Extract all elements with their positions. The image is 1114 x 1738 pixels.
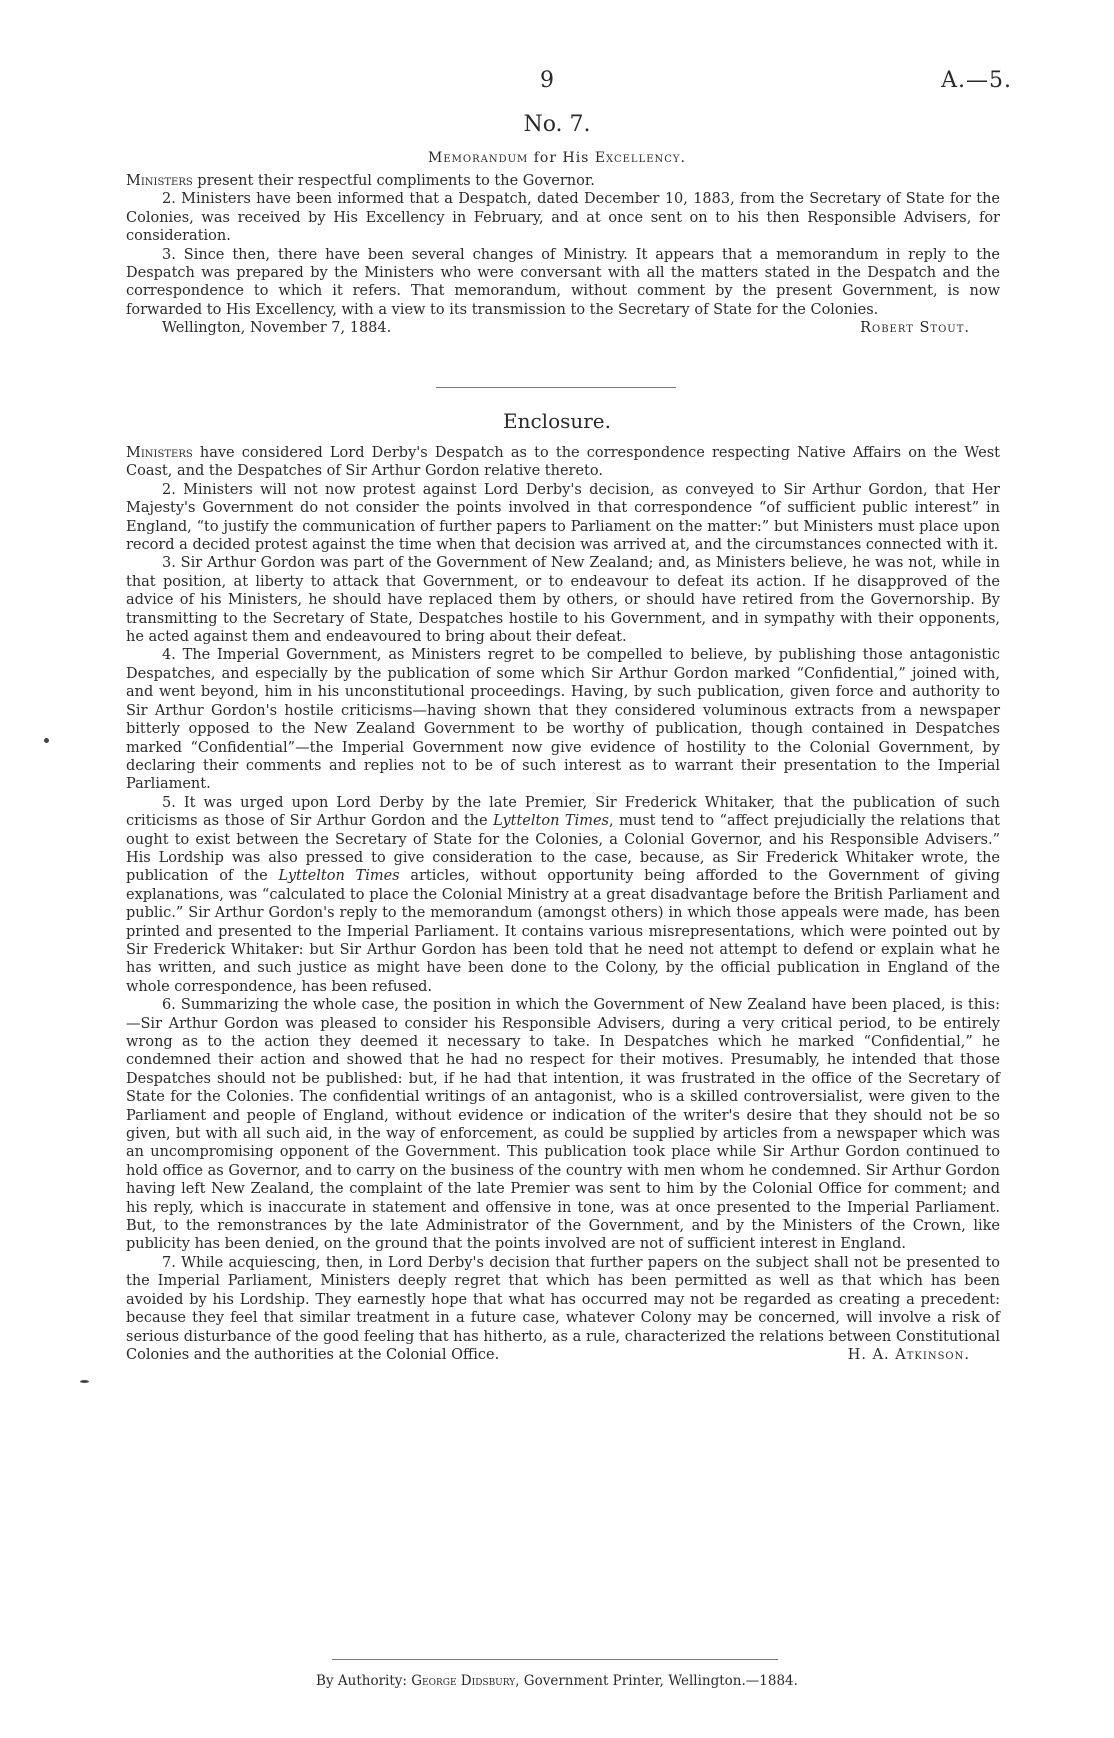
enclosure-paragraph-4: 4. The Imperial Government, as Ministers regret to be compelled to believe, by publishing those antagonistic Despatches, and especially by the publication of some which Sir Arthur Gordon marked “Confidential,” joined with, and went beyond, him in his unconstitutional proceedings. Having, by such publication, given force and authority to Sir Arthur Gordon's hostile criticisms—having shown that they considered voluminous extracts from a newspaper bitterly opposed to the New Zealand Government to be worthy of publication, though contained in Despatches marked “Confidential”—the Imperial Government now give evidence of hostility to the Colonial Government, by declaring their comments and replies not to be of such interest as to warrant their presentation to the Imperial Parliament. bbox=[126, 647, 1000, 793]
memorandum-body bbox=[126, 172, 1000, 338]
separator-rule bbox=[436, 387, 676, 388]
e5-part-c: articles, without opportunity being afforded to the Government of giving explanations, was “calculated to place the Colonial Ministry at a great disadvantage before the British Parliament and public.” Sir Arthur Gordon's reply to the memorandum (amongst others) in which those appeals were made, has been printed and presented to the Imperial Parliament. It contains various misrepresentations, which were pointed out by Sir Frederick Whitaker: but Sir Arthur Gordon has been told that he need not attempt to defend or explain what he has written, and such justice as might have been done to the Colony, by the official publication in England of the whole correspondence, has been refused. bbox=[126, 868, 1000, 995]
footer-prefix: By Authority: bbox=[316, 1673, 412, 1689]
page-number: 9 bbox=[540, 68, 554, 93]
memo-signature: Robert Stout. bbox=[860, 320, 970, 337]
memo-paragraph-1 bbox=[126, 172, 1000, 190]
page-header bbox=[0, 68, 1114, 98]
memo-title-word: Memorandum bbox=[428, 150, 529, 166]
e5-newspaper-2: Lyttelton Times bbox=[278, 868, 400, 885]
memo-title-excellency: Excellency. bbox=[594, 150, 686, 166]
enclosure-paragraph-6: 6. Summarizing the whole case, the position in which the Government of New Zealand have been placed, is this:—Sir Arthur Gordon was pleased to consider his Responsible Advisers, during a very critical period, to be entirely wrong as to the action they deemed it necessary to take. In Despatches which he marked “Confidential,” he condemned their action and showed that he had no respect for their motives. Presumably, he intended that those Despatches should not be published: but, if he had that intention, it was frustrated in the office of the Secretary of State for the Colonies. The confidential writings of an antagonist, who is a skilled controversialist, were given to the Parliament and people of England, without evidence or indication of the writer's desire that they should not be so given, but with all such aid, in the way of enforcement, as could be supplied by articles from a newspaper which was an uncompromising opponent of the Government. This publication took place while Sir Arthur Gordon continued to hold office as Governor, and to carry on the business of the country with men whom he condemned. Sir Arthur Gordon having left New Zealand, the complaint of the late Premier was sent to him by the Colonial Office for comment; and his reply, which is inaccurate in statement and offensive in tone, was at once presented to the Imperial Parliament. But, to the remonstrances by the late Administrator of the Government, and by the Ministers of the Crown, like publicity has been denied, on the ground that the points involved are not of sufficient interest in England. bbox=[126, 997, 1000, 1253]
memo-p3-text: 3. Since then, there have been several changes of Ministry. It appears that a memorandum in reply to the Despatch was prepared by the Ministers who were conversant with all the matters stated in the Despatch and the correspondence to which it refers. That memorandum, without comment by the present Government, is now forwarded to His Excellency, with a view to its transmission to the Secretary of State for the Colonies. bbox=[126, 246, 1000, 318]
memo-title-middle: for His bbox=[528, 150, 595, 166]
enclosure-lead-word: Ministers bbox=[126, 445, 193, 461]
enclosure-body bbox=[126, 444, 1000, 1364]
margin-speck bbox=[44, 738, 49, 743]
margin-mark bbox=[80, 1380, 89, 1383]
document-reference: A.—5. bbox=[941, 68, 1012, 93]
e5-part-a: 5. It was urged upon Lord Derby by the late Premier, Sir Frederick Whitaker, that the publication of such criticisms as those of Sir Arthur Gordon and the bbox=[126, 794, 1000, 830]
enclosure-paragraph-1 bbox=[126, 444, 1000, 481]
enclosure-signature: H. A. Atkinson. bbox=[847, 1346, 970, 1363]
footer-suffix: , Government Printer, Wellington.—1884. bbox=[515, 1673, 798, 1689]
printer-footer bbox=[0, 1673, 1114, 1689]
enclosure-paragraph-2: 2. Ministers will not now protest against Lord Derby's decision, as conveyed to Sir Arthur Gordon, that Her Majesty's Government do not consider the points involved in that correspondence “of sufficient public interest” in England, “to justify the communication of further papers to Parliament on the matter:” but Ministers must place upon record a decided protest against the time when that decision was arrived at, and the circumstances connected with it. bbox=[126, 481, 1000, 554]
e5-part-b: , must tend to “affect prejudicially the relations that ought to exist between the Secretary of State for the Colonies, a Colonial Governor, and his Responsible Advisers.” His Lordship was also pressed to give consideration to the case, because, as Sir Frederick Whitaker wrote, the publication of the bbox=[126, 813, 1000, 885]
footer-printer: George Didsbury bbox=[411, 1673, 516, 1689]
memo-p1-text: present their respectful compliments to the Governor. bbox=[192, 173, 595, 189]
enclosure-paragraph-3: 3. Sir Arthur Gordon was part of the Government of New Zealand; and, as Ministers believe, he was not, while in that position, at liberty to attack that Government, or to endeavour to defeat its action. If he disapproved of the advice of his Ministers, he should have replaced them by others, or should have retired from the Governorship. By transmitting to the Secretary of State, Despatches hostile to his Government, and in sympathy with their opponents, he acted against them and endeavoured to bring about their defeat. bbox=[126, 555, 1000, 646]
footer-rule bbox=[332, 1659, 778, 1660]
enclosure-p1-text: have considered Lord Derby's Despatch as to the correspondence respecting Native Affairs on the West Coast, and the Despatches of Sir Arthur Gordon relative thereto. bbox=[126, 445, 1000, 480]
memo-paragraph-2: 2. Ministers have been informed that a Despatch, dated December 10, 1883, from the Secretary of State for the Colonies, was received by His Excellency in February, and at once sent on to his then Responsible Advisers, for consideration. bbox=[126, 191, 1000, 245]
enclosure-paragraph-7 bbox=[126, 1254, 1000, 1364]
place-date: Wellington, November 7, 1884. bbox=[162, 320, 392, 337]
memo-lead-word: Ministers bbox=[126, 173, 193, 189]
e7-text: 7. While acquiescing, then, in Lord Derby's decision that further papers on the subject shall not be presented to the Imperial Parliament, Ministers deeply regret that which has been permitted as well as that which has been avoided by his Lordship. They earnestly hope that what has occurred may not be regarded as creating a precedent: because they feel that similar treatment in a future case, whatever Colony may be concerned, will involve a risk of serious disturbance of the good feeling that has hitherto, as a rule, characterized the relations between Constitutional Colonies and the authorities at the Colonial Office. bbox=[126, 1254, 1000, 1363]
memo-title bbox=[0, 150, 1114, 166]
enclosure-title: Enclosure. bbox=[502, 409, 612, 433]
enclosure-paragraph-5 bbox=[126, 794, 1000, 996]
document-number: No. 7. bbox=[523, 112, 591, 137]
e5-newspaper-1: Lyttelton Times bbox=[493, 813, 609, 830]
